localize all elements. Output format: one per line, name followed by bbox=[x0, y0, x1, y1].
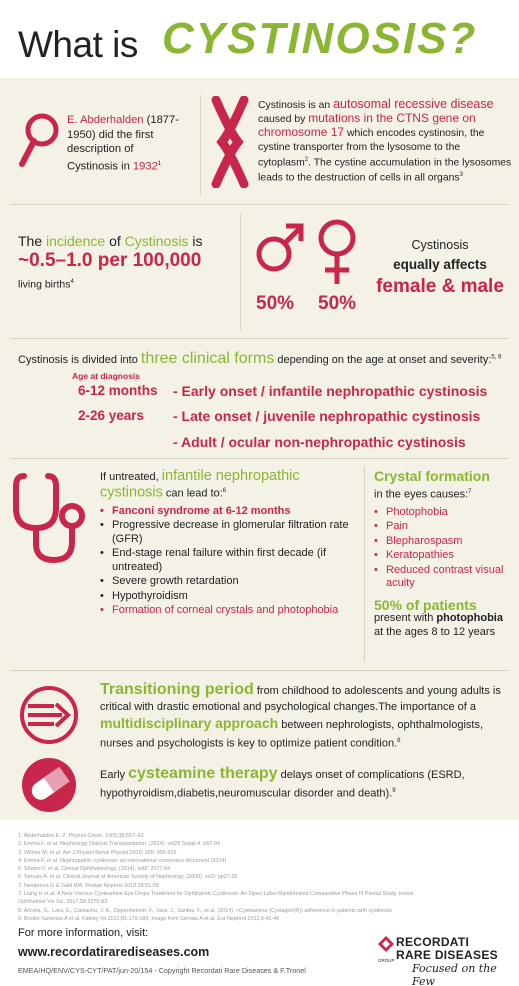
gender-line-2: equally affects bbox=[393, 257, 487, 272]
genetics-highlight-2: mutations in the CTNS gene on chromosome 17 bbox=[258, 111, 476, 140]
form-label-2: - Late onset / juvenile nephropathic cystinosis bbox=[173, 408, 481, 424]
list-item: • Keratopathies bbox=[374, 549, 514, 563]
transition-heading: Transitioning period bbox=[100, 681, 254, 698]
untreated-t1: If untreated, bbox=[100, 471, 159, 483]
crystal-section bbox=[374, 470, 514, 639]
history-year: 1932 bbox=[132, 160, 158, 173]
page-title-prefix: What is bbox=[18, 24, 138, 65]
gender-text bbox=[370, 236, 510, 296]
history-text bbox=[67, 113, 187, 174]
transition-ref: 8 bbox=[397, 738, 401, 744]
list-item: • End-stage renal failure within first decade (if untreated) bbox=[100, 547, 358, 574]
crystal-t3: at the ages 8 to 12 years bbox=[374, 625, 496, 638]
divider bbox=[200, 95, 201, 195]
magnifier-icon bbox=[18, 110, 62, 170]
list-item: • Severe growth retardation bbox=[100, 575, 358, 589]
history-desc: (1877-1950) did the first description of Cystinosis in bbox=[67, 114, 179, 173]
crystal-ref: 7 bbox=[468, 488, 472, 495]
divider bbox=[364, 466, 365, 662]
incidence-t1: The bbox=[18, 233, 43, 249]
male-percentage: 50% bbox=[256, 293, 295, 314]
female-percentage: 50% bbox=[318, 293, 357, 314]
male-symbol-icon bbox=[252, 218, 306, 278]
forms-intro-pre: Cystinosis is divided into bbox=[18, 354, 138, 366]
page-title: CYSTINOSIS? bbox=[162, 14, 478, 63]
reference-item: 9. Brodin-Sartorius A et al. Kidney Int 2012;81:179-189; Image from Servais A et al. Eur Nephrol 2012;6:42-46 bbox=[18, 915, 280, 922]
reference-item: 3. Wilmer M, et al. Am J Physiol Renal Physiol 2010; 299: 905-916 bbox=[18, 849, 177, 856]
forms-intro-ref: 5, 6 bbox=[491, 354, 502, 361]
genetics-t4: . The cystine accumulation in the lysosomes leads to the destruction of cells in all organs bbox=[258, 157, 512, 184]
incidence-unit: living births bbox=[18, 278, 71, 291]
copyright-text: EMEA/HQ/ENV/CYS-CYT/PAT/jun-20/154 - Copyright Recordati Rare Diseases & F.Tronel bbox=[18, 966, 306, 975]
genetics-ref-2: 3 bbox=[459, 172, 463, 179]
gender-line-3: female & male bbox=[376, 276, 504, 297]
divider bbox=[10, 204, 509, 205]
transition-arrows-icon bbox=[18, 684, 80, 746]
list-item: • Formation of corneal crystals and photophobia bbox=[100, 604, 358, 618]
more-info-label: For more information, visit: bbox=[18, 927, 149, 939]
therapy-text bbox=[100, 766, 510, 802]
reference-item: 8. Ariceta, G., Lara, E., Camacho, J. A., Oppenheimer, F., Vara, J., Santos, F., et al. (2014). «Cysteamine (Cystagon(R)) adherence in patients with cystinosis bbox=[18, 907, 392, 914]
crystal-t1: in the eyes causes: bbox=[374, 488, 469, 501]
logo-line-2: RARE DISEASES bbox=[396, 948, 498, 962]
form-age-2: 2-26 years bbox=[78, 408, 145, 423]
incidence-highlight: incidence bbox=[46, 233, 106, 249]
therapy-highlight: cysteamine therapy bbox=[128, 765, 278, 782]
forms-intro-post: depending on the age at onset and severity: bbox=[277, 354, 492, 366]
therapy-t1: Early bbox=[100, 769, 126, 781]
transition-t1: from childhood to adolescents and young adults is critical with drastic emotional and psychological changes.The importance of a bbox=[100, 685, 501, 713]
genetics-t2: caused by bbox=[258, 114, 306, 126]
recordati-logo-icon bbox=[378, 934, 394, 956]
references-list bbox=[18, 832, 438, 923]
incidence-disease: Cystinosis bbox=[124, 233, 189, 249]
age-header: Age at diagnosis bbox=[72, 371, 141, 381]
reference-item: 1. Abderhalden E. Z. Physiol Chem. 1903;38:557–61 bbox=[18, 833, 144, 839]
incidence-ref: 4 bbox=[70, 279, 74, 285]
form-label-1: - Early onset / infantile nephropathic cystinosis bbox=[173, 383, 488, 399]
history-ref: 1 bbox=[157, 160, 162, 167]
gender-line-1: Cystinosis bbox=[411, 238, 469, 252]
logo-group: GROUP bbox=[378, 958, 395, 963]
genetics-text bbox=[258, 98, 513, 185]
divider bbox=[10, 670, 509, 671]
untreated-list bbox=[100, 505, 358, 618]
list-item: • Blepharospasm bbox=[374, 535, 514, 549]
incidence-text bbox=[18, 232, 238, 294]
reference-item: 5. Shams F, et al. Clinical Ophthalmology. (2014). vol8: 2077-84 bbox=[18, 866, 171, 873]
list-item: • Hypothyroidism bbox=[100, 590, 358, 604]
therapy-t2: delays onset of complications (ESRD, hypothyroidism,diabetis,neuromuscular disorder and death). bbox=[100, 769, 465, 800]
list-item: • Pain bbox=[374, 520, 514, 534]
crystal-heading: Crystal formation bbox=[374, 468, 490, 484]
chromosome-icon bbox=[208, 96, 252, 188]
list-item: • Photophobia bbox=[374, 506, 514, 520]
history-name: E. Abderhalden bbox=[67, 114, 144, 126]
genetics-highlight-1: autosomal recessive disease bbox=[333, 97, 494, 111]
logo-tagline: Focused on the Few bbox=[412, 962, 497, 986]
untreated-highlight: infantile nephropathic cystinosis bbox=[100, 468, 300, 501]
list-item: • Reduced contrast visual acuity bbox=[374, 564, 514, 591]
logo-line-1: RECORDATI bbox=[396, 935, 470, 949]
reference-item: 4. Emma F, et al. Nephropathic cystinosis: an international consensus document (2014) bbox=[18, 857, 227, 864]
crystal-list bbox=[374, 506, 514, 591]
untreated-section bbox=[100, 470, 358, 619]
genetics-ref-1: 2 bbox=[304, 156, 309, 163]
genetics-t3: which encodes cystinosin, the cystine transporter from the lysosome to the cytoplasm bbox=[258, 128, 485, 169]
crystal-bold: photophobia bbox=[436, 612, 503, 625]
list-item: • Fanconi syndrome at 6-12 months bbox=[100, 505, 358, 519]
untreated-t2: can lead to: bbox=[165, 487, 223, 500]
form-age-1: 6-12 months bbox=[78, 383, 158, 398]
website-link[interactable]: www.recordatirarediseases.com bbox=[18, 945, 210, 959]
incidence-t2: of bbox=[109, 233, 121, 249]
transition-highlight: multidisciplinary approach bbox=[100, 715, 279, 731]
stethoscope-icon bbox=[12, 470, 92, 570]
incidence-rate: ~0.5–1.0 per 100,000 bbox=[18, 250, 202, 271]
divider bbox=[10, 338, 509, 339]
genetics-t1: Cystinosis is an bbox=[258, 100, 331, 111]
form-label-3: - Adult / ocular non-nephropathic cystinosis bbox=[173, 434, 466, 450]
reference-item: 6. Servais A, et al. Clinical Journal of American Society of Nephrology. (2008). vol3: pp27-35 bbox=[18, 874, 238, 881]
forms-intro-highlight: three clinical forms bbox=[140, 350, 275, 367]
therapy-ref: 9 bbox=[392, 788, 396, 794]
forms-intro bbox=[18, 350, 513, 368]
untreated-ref: 6 bbox=[222, 487, 227, 494]
list-item: • Progressive decrease in glomerular filtration rate (GFR) bbox=[100, 519, 358, 546]
transition-t2: between nephrologists, ophthalmologists, nurses and psychologists is key to optimize patient condition. bbox=[100, 719, 484, 750]
reference-item: 7. Nesterova G & Gahl WA. Pediatr Nephrol 2013;28:51-59 bbox=[18, 882, 159, 889]
crystal-heading-2: 50% of patients bbox=[374, 596, 477, 613]
divider bbox=[10, 458, 509, 459]
incidence-t3: is bbox=[192, 233, 203, 249]
reference-item: 2. Emma F, et al. Nephrology Dialysis Transplantation. (2014). vol29 Suppl 4: p87-94 bbox=[18, 841, 220, 848]
female-symbol-icon bbox=[312, 218, 362, 288]
divider bbox=[240, 214, 241, 330]
transition-text bbox=[100, 682, 510, 752]
reference-item: 7. Liang H et al. A New Viscous Cysteamine Eye Drops Treatment for Ophthalmic Cystinosis: An Open-Label Randomized Comparative Phase III Pivotal Study. Invest Ophthalmol Vis Sci. 2017;58:2275-83 bbox=[18, 891, 414, 906]
crystal-t2: present with bbox=[374, 612, 434, 625]
pill-capsule-icon bbox=[18, 754, 80, 816]
